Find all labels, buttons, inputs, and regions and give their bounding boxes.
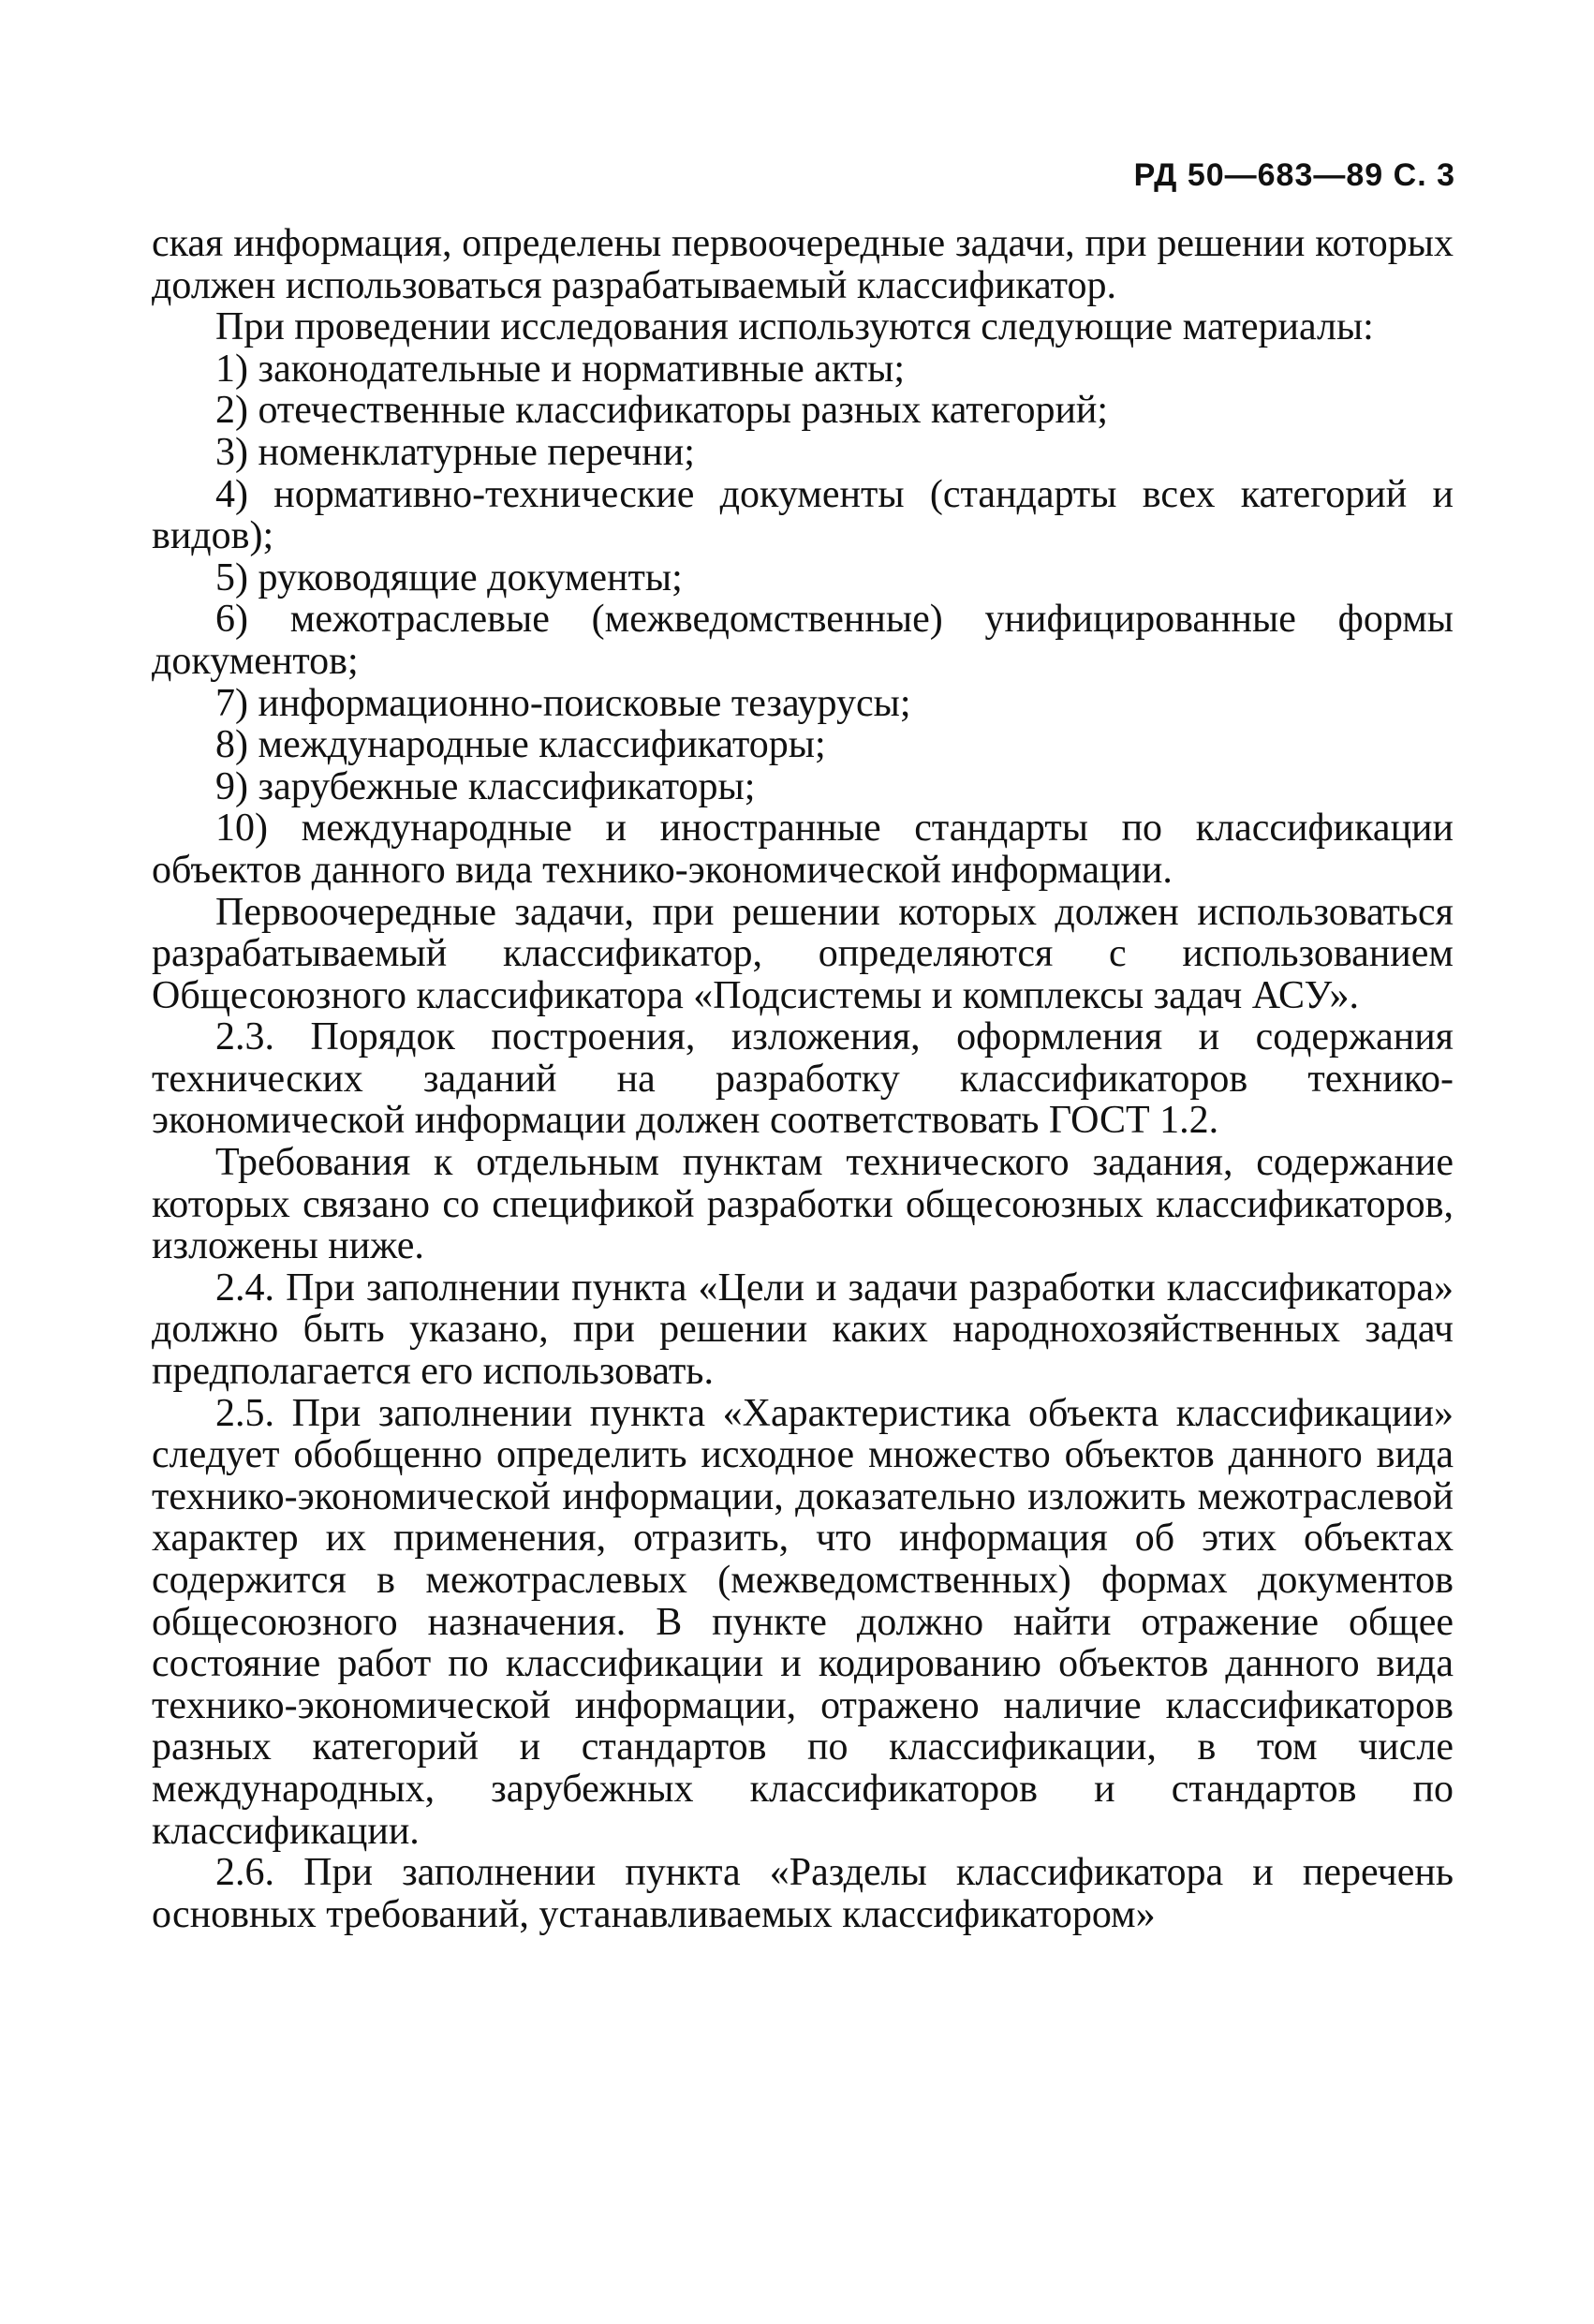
list-item-8: 8) международные классификаторы; [215, 723, 826, 767]
list-item-1: 1) законодательные и нормативные акты; [215, 347, 906, 391]
list-item-5: 5) руководящие документы; [215, 555, 683, 600]
list-item-9: 9) зарубежные классификаторы; [215, 764, 756, 808]
running-header: РД 50—683—89 С. 3 [1133, 157, 1455, 193]
paragraph-requirements: Требования к отдельным пунктам технического задания, содержание которых связано со спецификой разработки общесоюзных классификаторов, изложены ниже. [152, 1141, 1454, 1268]
paragraph-priority-tasks: Первоочередные задачи, при решении которых должен использоваться разрабатываемый классификатор, определяются с использованием Общесоюзного классификатора «Подсистемы и комплексы задач АСУ». [152, 890, 1454, 1017]
section-2-6: 2.6. При заполнении пункта «Разделы классификатора и перечень основных требований, устанавливаемых классификатором» [152, 1851, 1454, 1936]
list-item-2: 2) отечественные классификаторы разных категорий; [215, 389, 1109, 433]
list-item-6: 6) межотраслевые (межведомственные) унифицированные формы документов; [152, 598, 1454, 683]
list-item-4: 4) нормативно-технические документы (стандарты всех категорий и видов); [152, 472, 1454, 558]
section-2-3: 2.3. Порядок построения, изложения, оформления и содержания технических заданий на разработку классификаторов технико-экономической информации должен соответствовать ГОСТ 1.2. [152, 1015, 1454, 1143]
section-2-5: 2.5. При заполнении пункта «Характеристика объекта классификации» следует обобщенно определить исходное множество объектов данного вида технико-экономической информации, доказательно изложить межотраслевой характер их применения, отразить, что информация об этих объектах содержится в межотраслевых (межведомственных) формах документов общесоюзного назначения. В пункте должно найти отражение общее состояние работ по классификации и кодированию объектов данного вида технико-экономической информации, отражено наличие классификаторов разных категорий и стандартов по классификации, в том числе международных, зарубежных классификаторов и стандартов по классификации. [152, 1391, 1454, 1853]
list-item-3: 3) номенклатурные перечни; [215, 430, 695, 474]
section-2-4: 2.4. При заполнении пункта «Цели и задачи разработки классификатора» должно быть указано, при решении каких народнохозяйственных задач предполагается его использовать. [152, 1266, 1454, 1394]
list-item-10: 10) международные и иностранные стандарты по классификации объектов данного вида технико-экономической информации. [152, 807, 1454, 892]
list-item-7: 7) информационно-поисковые тезаурусы; [215, 681, 911, 725]
paragraph-materials-intro: При проведении исследования используются следующие материалы: [215, 305, 1374, 349]
paragraph-continuation: ская информация, определены первоочередные задачи, при решении которых должен использоваться разрабатываемый классификатор. [152, 222, 1454, 307]
body-text [152, 223, 1454, 1935]
